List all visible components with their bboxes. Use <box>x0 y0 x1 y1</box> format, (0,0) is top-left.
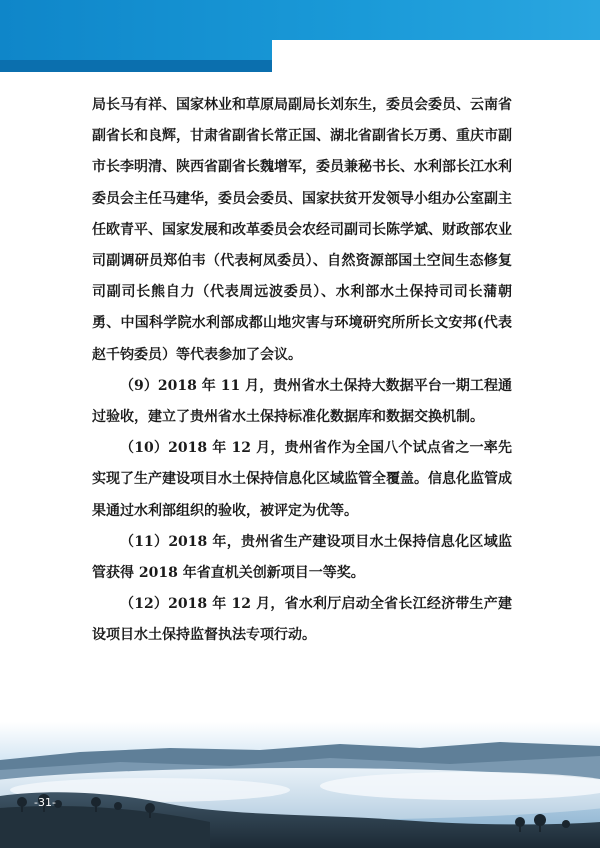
body-text <box>92 90 512 652</box>
paragraph-2: （9）2018 年 11 月，贵州省水土保持大数据平台一期工程通过验收，建立了贵州省水土保持标准化数据库和数据交换机制。 <box>92 377 512 426</box>
page-number: -31- <box>34 796 56 809</box>
landscape-image <box>0 722 600 848</box>
paragraph-5: （12）2018 年 12 月，省水利厅启动全省长江经济带生产建设项目水土保持监督执法专项行动。 <box>92 596 512 644</box>
paragraph-3: （10）2018 年 12 月，贵州省作为全国八个试点省之一率先实现了生产建设项目水土保持信息化区域监管全覆盖。信息化监管成果通过水利部组织的验收，被评定为优等。 <box>92 440 512 519</box>
paragraph-1: 局长马有祥、国家林业和草原局副局长刘东生，委员会委员、云南省副省长和良辉，甘肃省副省长常正国、湖北省副省长万勇、重庆市副市长李明清、陕西省副省长魏增军，委员兼秘书长、水利部长江水利委员会主任马建华，委员会委员、国家扶贫开发领导小组办公室副主任欧青平、国家发展和改革委员会农经司副司长陈学斌、财政部农业司副调研员郑伯韦（代表柯凤委员）、自然资源部国土空间生态修复司副司长熊自力（代表周远波委员）、水利部水土保持司司长蒲朝勇、中国科学院水利部成都山地灾害与环境研究所所长文安邦(代表赵千钧委员）等代表参加了会议。 <box>92 97 512 363</box>
header-strip <box>0 60 272 72</box>
paragraph-4: （11）2018 年，贵州省生产建设项目水土保持信息化区域监管获得 2018 年省直机关创新项目一等奖。 <box>92 533 512 582</box>
header-notch <box>272 40 600 72</box>
